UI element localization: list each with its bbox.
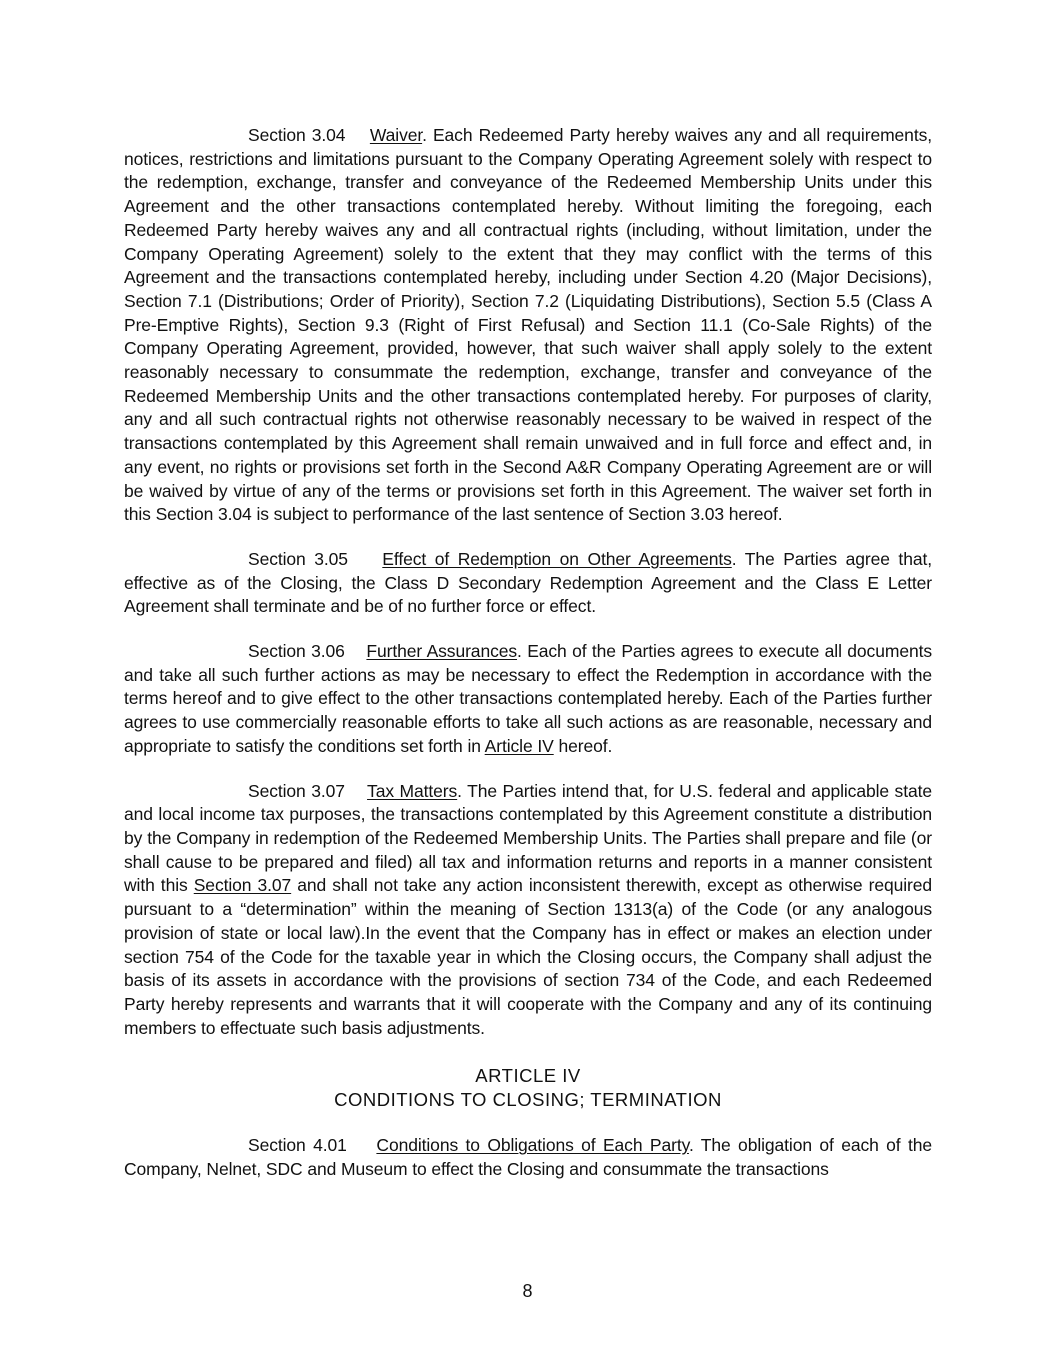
section-reference: Section 3.07 [193,875,292,896]
section-number: Section 4.01 [248,1135,347,1156]
section-text: . The obligation of each of the Company, Nelnet, SDC and Museum to effect the Closing and consummate the transactions [124,1135,932,1180]
section-heading: Further Assurances [366,641,518,662]
section-heading: Effect of Redemption on Other Agreements [382,548,732,569]
section-text: . The Parties intend that, for U.S. federal and applicable state and local income tax purposes, the transactions contemplated by this Agreement constitute a distribution by the Company in redemption of the Redeemed Membership Units. The Parties shall prepare and file (or shall cause to be prepared and filed) all tax and information returns and reports in a manner consistent with this [124,780,932,896]
section-text-tail: and shall not take any action inconsistent therewith, except as otherwise required pursuant to a “determination” within the meaning of Section 1313(a) of the Code (or any analogous provision of state or local law).In the event that the Company has in effect or makes an election under section 754 of the Code for the taxable year in which the Closing occurs, the Company shall adjust the basis of its assets in accordance with the provisions of section 734 of the Code, and each Redeemed Party hereby represents and warrants that it will cooperate with the Company and any of its continuing members to effectuate such basis adjustments. [124,875,933,1038]
section-text-tail: hereof. [553,735,613,756]
page-number: 8 [522,1281,533,1301]
section-3-04 [124,124,932,527]
section-number: Section 3.05 [248,548,348,569]
article-subtitle: CONDITIONS TO CLOSING; TERMINATION [334,1089,722,1111]
section-number: Section 3.04 [248,125,346,145]
section-3-06 [124,640,932,759]
section-3-05 [124,548,932,619]
article-title: ARTICLE IV [475,1065,581,1087]
article-reference: Article IV [484,735,554,756]
section-4-01 [124,1134,932,1181]
section-heading: Tax Matters [367,780,458,801]
section-number: Section 3.06 [248,641,345,662]
page-body [124,124,932,1182]
section-heading: Waiver [369,125,423,145]
section-heading: Conditions to Obligations of Each Party [376,1135,689,1156]
section-text: . Each of the Parties agrees to execute all documents and take all such further actions as may be necessary to effect the Redemption in accordance with the terms hereof and to give effect to the other transactions contemplated hereby. Each of the Parties further agrees to use commercially reasonable efforts to take all such actions as are reasonable, necessary and appropriate to satisfy the conditions set forth in [124,641,932,756]
section-3-07 [124,780,932,1041]
section-text: . Each Redeemed Party hereby waives any and all requirements, notices, restrictions and limitations pursuant to the Company Operating Agreement solely with respect to the redemption, exchange, transfer and conveyance of the Redeemed Membership Units under this Agreement and the other transactions contemplated hereby. Without limiting the foregoing, each Redeemed Party hereby waives any and all contractual rights (including, without limitation, under the Company Operating Agreement) solely to the extent that they may conflict with the terms of this Agreement and the transactions contemplated hereby, including under Section 4.20 (Major Decisions), Section 7.1 (Distributions; Order of Priority), Section 7.2 (Liquidating Distributions), Section 5.5 (Class A Pre-Emptive Rights), Section 9.3 (Right of First Refusal) and Section 11.1 (Co-Sale Rights) of the Company Operating Agreement, provided, however, that such waiver shall apply solely to the extent reasonably necessary to consummate the redemption, exchange, transfer and conveyance of the Redeemed Membership Units and the other transactions contemplated hereby. For purposes of clarity, any and all such contractual rights not otherwise reasonably necessary to be waived in respect of the transactions contemplated by this Agreement shall remain unwaived and in full force and effect and, in any event, no rights or provisions set forth in the Second A&R Company Operating Agreement are or will be waived by virtue of any of the terms or provisions set forth in this Agreement. The waiver set forth in this Section 3.04 is subject to performance of the last sentence of Section 3.03 hereof. [124,125,932,525]
section-number: Section 3.07 [248,780,345,801]
article-heading [124,1064,932,1112]
section-text: . The Parties agree that, effective as of the Closing, the Class D Secondary Redemption Agreement and the Class E Letter Agreement shall terminate and be of no further force or effect. [124,548,932,617]
